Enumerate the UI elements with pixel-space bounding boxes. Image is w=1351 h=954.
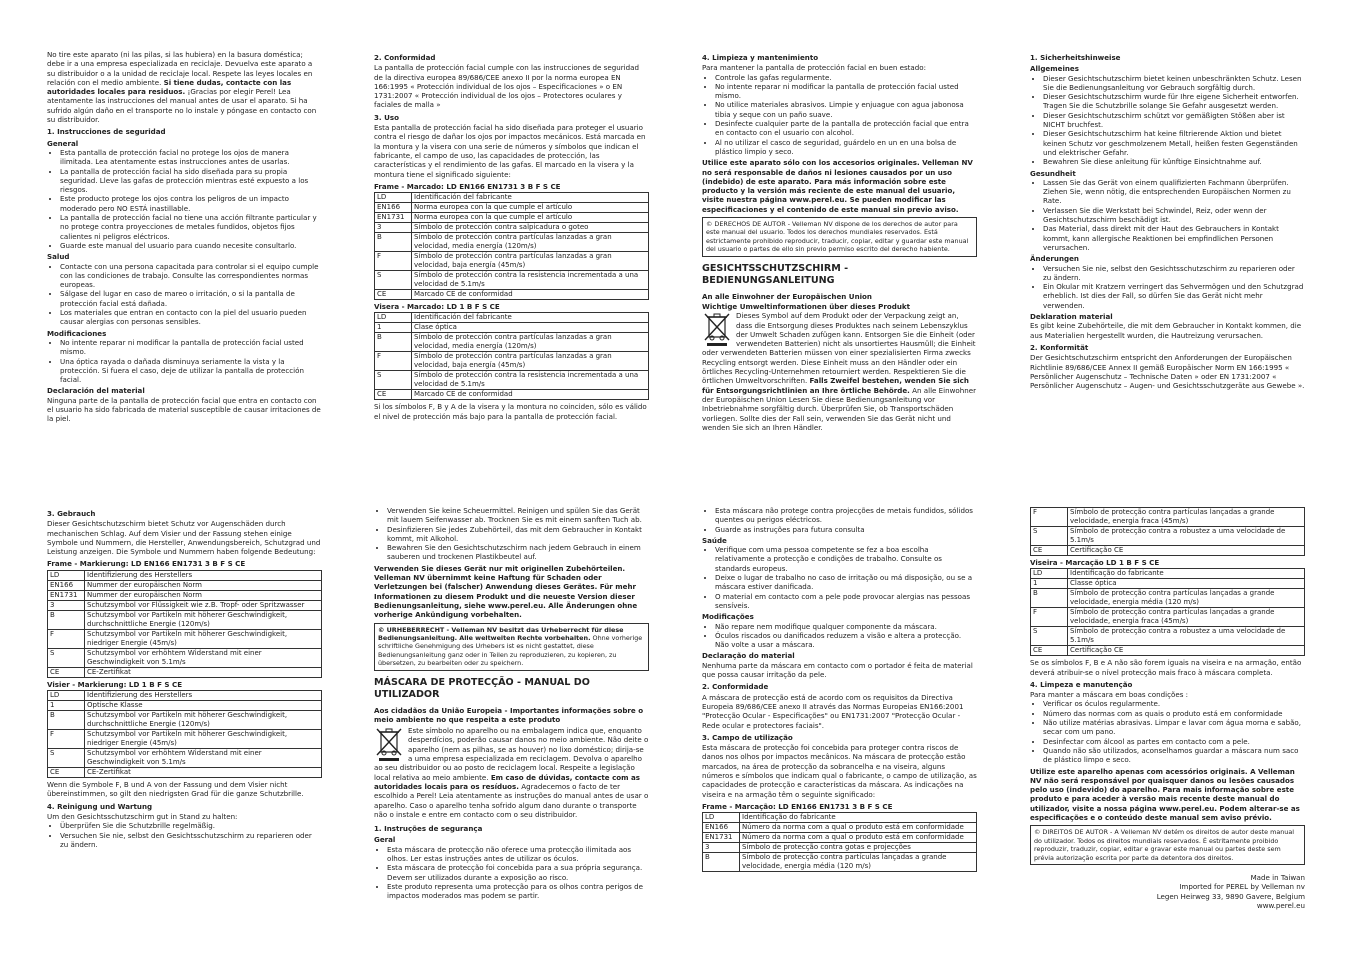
visor-marking: Viseira - Marcação LD 1 B F S CE	[1030, 558, 1160, 567]
paragraph: Ninguna parte de la pantalla de protección facial que entra en contacto con el usuario ha sido fabricada de material susceptible de causar irritaciones de la piel.	[47, 395, 321, 424]
disclaimer: Utilize este aparelho apenas com acessórios originais. A Velleman NV não será responsável por quaisquer danos ou lesões causados pelo uso (indevido) do aparelho. Para mais informação sobre este produto e para aceder à versão mais recente deste manual do utilizador, visite a nossa página www.perel.eu. Podem alterar-se as especificações e o conteúdo deste manual sem aviso prévio.	[1030, 766, 1300, 823]
subheading: General	[47, 138, 79, 148]
subheading: Änderungen	[1030, 254, 1079, 264]
paragraph: Um den Gesichtsschutzschirm gut in Stand zu halten:	[47, 811, 238, 821]
subheading: Declaración del material	[47, 386, 145, 396]
weee-block: Dieses Symbol auf dem Produkt oder der Verpackung zeigt an, dass die Entsorgung dieses Produktes nach seinem Lebenszyklus der Umwelt Schaden zufügen kann. Entsorgen Sie die Einheit (oder verwendeten Batterien) nicht als unsortiertes Hausmüll; die Einheit oder verwendeten Batterien müssen von einer spezialisierten Firma zwecks Recycling entsorgt werden. Diese Einheit muss an den Händler oder ein örtliches Recycling-Unternehmen retourniert werden. Respektieren Sie die örtlichen Umweltvorschriften. Falls Zweifel bestehen, wenden Sie sich für Entsorgungsrichtlinien an Ihre örtliche Behörde. An alle Einwohner der Europäischen Union Lesen Sie diese Bedienungsanleitung vor Inbetriebnahme sorgfältig durch. Überprüfen Sie, ob Transportschäden vorliegen. Sollte dies der Fall sein, verwenden Sie das Gerät nicht und wenden Sie sich an Ihren Händler.	[702, 311, 977, 432]
paragraph: Der Gesichtschutzschirm entspricht den Anforderungen der Europäischen Richtlinie 89/686/CEE Annex II gemäß Europäischer Norm EN 166:1995 « Persönlicher Augenschutz – Technische Daten » oder EN 1731:2007 « Persönlicher Augenschutz – Augen- und Gesichtsschutzgeräte aus Gewebe ».	[1030, 353, 1305, 391]
subheading: Salud	[47, 252, 70, 262]
disclaimer: Verwenden Sie dieses Gerät nur mit originellen Zubehörteilen. Velleman NV übernimmt keine Haftung für Schaden oder Verletzungen bei (falscher) Anwendung dieses Gerätes. Für mehr Informationen zu diesem Produkt und die neueste Version dieser Bedienungsanleitung, siehe www.perel.eu. Alle Änderungen ohne vorherige Ankündigung vorbehalten.	[374, 563, 638, 620]
marking-table: LD Identificação do fabricante EN166 Número da norma com a qual o produto está em conformidade EN1731 Número da norma com a qual o produto está em conformidade 3 Símbolo de protecção contra gotas e projecções B Símbolo de protecção contra partículas lançadas a grande velocidade, energia média (120 m/s)	[702, 812, 977, 872]
paragraph: Esta máscara de protecção foi concebida para proteger contra riscos de danos nos olhos por impactos mecânicos. Na máscara de protecção estão marcados, na área de protecção da sobrancelha e na viseira, alguns números e símbolos que indicam qual o fabricante, o campo de utilização, as capacidades de protecção e características da máscara. As indicações na viseira e na armação têm o seguinte significado:	[702, 743, 977, 799]
subheading: Allgemeines	[1030, 64, 1079, 74]
section-heading: 4. Limpeza e manutenção	[1030, 679, 1133, 689]
weee-block: Este símbolo no aparelho ou na embalagem indica que, enquanto desperdícios, poderão causar danos no meio ambiente. Não deite o aparelho (nem as pilhas, se as houver) no lixo doméstico; dirija-se a uma empresa especializada em reciclagem. Devolva o aparelho ao seu distribuidor ou ao posto de reciclagem local. Respeite a legislação local relativa ao meio ambiente. Em caso de dúvidas, contacte com as autoridades locais para os resíduos. Agradecemos o facto de ter escolhido a Perel! Leia atentamente as instruções do manual antes de usar o aparelho. Caso o aparelho tenha sofrido algum dano durante o transporte não o instale e entre em contacto com o seu distribuidor.	[374, 726, 649, 819]
column-de-pt-6	[374, 506, 649, 903]
subheading: An alle Einwohner der Europäischen Union	[702, 291, 872, 301]
bullet-list: • Contacte con una persona capacitada para controlar si el equipo cumple con las condiciones de trabajo. Consulte las correspondientes normas europeas. • Sálgase del lugar en caso de mareo o irritación, o si la pantalla de protección facial está dañada. • Los materiales que entran en contacto con la piel del usuario pueden causar alergias con personas sensibles.	[47, 262, 322, 327]
subheading: Gesundheit	[1030, 168, 1076, 178]
column-de-5	[47, 506, 322, 851]
bullet-list: • Esta pantalla de protección facial no protege los ojos de manera ilimitada. Lea atentamente estas instrucciones antes de usarlas. • La pantalla de protección facial ha sido diseñada para su propia seguridad. Lleve las gafas de protección mientras esté expuesto a los riesgos. • Este producto protege los ojos contra los peligros de un impacto moderado pero NO ESTÁ inastillable. • La pantalla de protección facial no tiene una acción filtrante particular y no protege contra proyecciones de metales fundidos, objetos fijos calientes ni peligros eléctricos. • Guarde este manual del usuario para cuando necesite consultarlo.	[47, 148, 322, 250]
bullet-list: • Verwenden Sie keine Scheuermittel. Reinigen und spülen Sie das Gerät mit lauem Seifenwasser ab. Trocknen Sie es mit einem sanften Tuch ab. • Desinfizieren Sie jedes Zubehörteil, das mit dem Gebraucher in Kontakt kommt, mit Alkohol. • Bewahren Sie den Gesichtschutzschirm nach jedem Gebrauch in einem sauberen und trockenen Plastikbeutel auf.	[374, 506, 649, 562]
paragraph: Nenhuma parte da máscara em contacto com o portador é feita de material que possa causar irritação da pele.	[702, 660, 973, 680]
imprint-footer: Made in Taiwan Imported for PEREL by Velleman nv Legen Heirweg 33, 9890 Gavere, Belgium www.perel.eu	[1030, 873, 1305, 910]
paragraph: Dieser Gesichtschutzschirm bietet Schutz vor Augenschäden durch mechanischen Schlag. Auf dem Visier und der Fassung stehen einige Symbole und Nummern, die Hersteller, Anwendungsbereich, Schutzgrad und Leistung anzeigen. Die Symbole und Nummern haben folgende Bedeutung:	[47, 519, 321, 557]
bullet-list: • No intente reparar ni modificar la pantalla de protección facial usted mismo. • Una óptica rayada o dañada disminuya seriamente la vista y la protección. Si fuera el caso, deje de utilizar la pantalla de protección facial.	[47, 338, 322, 384]
subheading: Aos cidadãos da União Europeia - Importantes informações sobre o meio ambiente no que respeita a este produto	[374, 705, 644, 724]
paragraph: Se os símbolos F, B e A não são forem iguais na viseira e na armação, então deverá atribuir-se o nível protecção mais fraco à máscara completa.	[1030, 658, 1302, 677]
section-heading: 3. Gebrauch	[47, 509, 96, 518]
marking-table: F Símbolo de protecção contra partículas lançadas a grande velocidade, energia fraca (45m/s) S Símbolo de protecção contra a robustez a uma velocidade de 5.1m/s CE Certificação CE	[1030, 507, 1305, 556]
paragraph: Si los símbolos F, B y A de la visera y la montura no coinciden, sólo es válido el nivel de protección más bajo para la pantalla de protección facial.	[374, 402, 647, 421]
subheading: Declaração do material	[702, 651, 795, 661]
bullet-list: • Verifique com uma pessoa competente se fez a boa escolha relativamente a protecção e condições de trabalho. Consulte os standards europeus. • Deixe o lugar de trabalho no caso de irritação ou má disposição, ou se a máscara estiver danificada. • O material em contacto com a pele pode provocar alergias nas pessoas sensíveis.	[702, 545, 977, 610]
marking-table: LD Identificação do fabricante 1 Classe óptica B Símbolo de protecção contra partículas lançadas a grande velocidade, energia média (120 m/s) F Símbolo de protecção contra partículas lançadas a grande velocidade, energia fraca (45m/s) S Símbolo de protecção contra a robustez a uma velocidade de 5.1m/s CE Certificação CE	[1030, 568, 1305, 656]
section-heading: 1. Sicherheitshinweise	[1030, 53, 1121, 62]
paragraph: Para mantener la pantalla de protección facial en buen estado:	[702, 63, 927, 73]
subheading: Saúde	[702, 535, 727, 545]
section-heading: 3. Uso	[374, 112, 399, 122]
section-heading: 3. Campo de utilização	[702, 732, 793, 742]
section-heading: 4. Limpieza y mantenimiento	[702, 53, 819, 62]
copyright-box: © URHEBERRECHT - Velleman NV besitzt das Urheberrecht für diese Bedienungsanleitung. Alle weltweiten Rechte vorbehalten. Ohne vorherige schriftliche Genehmigung des Urhebers ist es nicht gestattet, diese Bedienungsanleitung ganz oder in Teilen zu reproduzieren, zu kopieren, zu übersetzen, zu bearbeiten oder zu speichern.	[374, 623, 649, 671]
paragraph: La pantalla de protección facial cumple con las instrucciones de seguridad de la directiva europea 89/686/CEE anexo II por la norma europea EN 166:1995 « Protección individual de los ojos – Especificaciones » o EN 1731:2007 « Protección individual de los ojos – Protectores oculares y faciales de malla »	[374, 63, 639, 110]
bullet-list: • Esta máscara não protege contra projecções de metais fundidos, sólidos quentes ou perigos eléctricos. • Guarde as instruções para futura consulta	[702, 506, 977, 534]
frame-marking: Frame - Markierung: LD EN166 EN1731 3 B F S CE	[47, 559, 246, 569]
column-pt-8	[1030, 506, 1305, 910]
paragraph: A máscara de protecção está de acordo com os requisitos da Directiva Europeia 89/686/CEE anexo II através das Normas Europeias EN166:2001 "Protecção Ocular - Especificações" ou EN1731:2007 "Protecção Ocular - Rede ocular e protectores faciais".	[702, 692, 964, 730]
website-link[interactable]: www.perel.eu	[1256, 900, 1305, 910]
copyright-box: © DIREITOS DE AUTOR - A Velleman NV detém os direitos de autor deste manual do utilizador. Todos os direitos mundiais reservados. É estritamente proibido reproduzir, traduzir, copiar, editar e gravar este manual ou partes deste sem prévia autorização escrita por parte da detentora dos direitos.	[1030, 825, 1305, 865]
section-heading: 2. Konformität	[1030, 342, 1089, 352]
bullet-list: • Versuchen Sie nie, selbst den Gesichtsschutzschirm zu reparieren oder zu ändern. • Ein Okular mit Kratzern verringert das Sehvermögen und den Schutzgrad erheblich. Ist dies der Fall, so dürfen Sie das Gerät nicht mehr verwenden.	[1030, 264, 1305, 310]
bullet-list: • Dieser Gesichtschutzschirm bietet keinen unbeschränkten Schutz. Lesen Sie die Bedienungsanleitung vor Gebrauch sorgfältig durch. • Dieser Gesichtschutzschirm wurde für Ihre eigene Sicherheit entworfen. Tragen Sie die Schutzbrille solange Sie Gefahr ausgesetzt werden. • Dieser Gesichtschutzschirm schützt vor gemäßigten Stößen aber ist NICHT bruchfest. • Dieser Gesichtschutzschirm hat keine filtrierende Aktion und bietet keinen Schutz vor geschmolzenem Metall, heißen festen Gegenständen und elektrischer Gefahr. • Bewahren Sie diese anleitung für künftige Einsichtnahme auf.	[1030, 74, 1305, 167]
visor-marking: Visier - Markierung: LD 1 B F S CE	[47, 679, 183, 689]
subheading: Wichtige Umweltinformationen über dieses Produkt	[702, 301, 910, 311]
frame-marking: Frame - Marcação: LD EN166 EN1731 3 B F S CE	[702, 801, 893, 811]
bullet-list: • Überprüfen Sie die Schutzbrille regelmäßig. • Versuchen Sie nie, selbst den Gesichtsschutzschirm zu reparieren oder zu ändern.	[47, 821, 322, 849]
paragraph: Wenn die Symbole F, B und A von der Fassung und dem Visier nicht übereinstimmen, so gilt den niedrigsten Grad für die ganze Schutzbrille.	[47, 780, 304, 799]
bullet-list: • Esta máscara de protecção não oferece uma protecção ilimitada aos olhos. Ler estas instruções antes de utilizar os óculos. • Esta máscara de protecção foi concebida para a sua própria segurança. Devem ser utilizados durante a exposição ao risco. • Este produto representa uma protecção para os olhos contra perigos de impactos moderados mas podem se partir.	[374, 845, 649, 901]
frame-marking: Frame - Marcado: LD EN166 EN1731 3 B F S CE	[374, 181, 561, 191]
column-es-de-3	[702, 50, 977, 432]
marking-table: LD Identifizierung des Herstellers EN166 Nummer der europäischen Norm EN1731 Nummer der europäischen Norm 3 Schutzsymbol vor Flüssigkeit wie z.B. Tropf- oder Spritzwasser B Schutzsymbol vor Partikeln mit höherer Geschwindigkeit, durchschnittliche Energie (120m/s) F Schutzsymbol vor Partikeln mit höherer Geschwindigkeit, niedriger Energie (45m/s) S Schutzsymbol vor erhöhtem Widerstand mit einer Geschwindigkeit von 5.1m/s CE CE-Zertifikat	[47, 570, 322, 678]
copyright-box: © DERECHOS DE AUTOR - Velleman NV dispone de los derechos de autor para este manual del usuario. Todos los derechos mundiales reservados. Está estrictamente prohibido reproducir, traducir, copiar, editar y guardar este manual del usuario o partes de ello sin previo permiso escrito del derecho habiente.	[702, 217, 977, 257]
bullet-list: • Controle las gafas regularmente. • No intente reparar ni modificar la pantalla de protección facial usted mismo. • No utilice materiales abrasivos. Limpie y enjuague con agua jabonosa tibia y seque con un paño suave. • Desinfecte cualquier parte de la pantalla de protección facial que entra en contacto con el usuario con alcohol. • Al no utilizar el casco de seguridad, guárdelo en un en una bolsa de plástico limpio y seco.	[702, 73, 977, 157]
bullet-list: • Verificar os óculos regularmente. • Número das normas com as quais o produto está em conformidade • Não utilize matérias abrasivas. Limpar e lavar com água morna e sabão, secar com um pano. • Desinfectar com álcool as partes em contacto com a pele. • Quando não são utilizados, aconselhamos guardar a máscara num saco de plástico limpo e seco.	[1030, 699, 1305, 764]
section-heading: 1. Instrucciones de seguridad	[47, 127, 166, 137]
subheading: Deklaration material	[1030, 312, 1113, 322]
section-heading: 1. Instruções de segurança	[374, 824, 483, 834]
disclaimer: Utilice este aparato sólo con los accesorios originales. Velleman NV no será responsable de daños ni lesiones causados por un uso (indebido) de este aparato. Para más información sobre este producto y la versión más reciente de este manual del usuario, visite nuestra página www.perel.eu. Se pueden modificar las especificaciones y el contenido de este manual sin previo aviso.	[702, 158, 973, 214]
marking-table: LD Identificación del fabricante 1 Clase óptica B Símbolo de protección contra partículas lanzadas a gran velocidad, media energía (120m/s) F Símbolo de protección contra partículas lanzadas a gran velocidad, baja energía (45m/s) S Símbolo de protección contra la resistencia incrementada a una velocidad de 5.1m/s CE Marcado CE de conformidad	[374, 312, 649, 400]
marking-table: LD Identifizierung des Herstellers 1 Optische Klasse B Schutzsymbol vor Partikeln mit höherer Geschwindigkeit, durchschnittliche Energie (120m/s) F Schutzsymbol vor Partikeln mit höherer Geschwindigkeit, niedriger Energie (45m/s) S Schutzsymbol vor erhöhtem Widerstand mit einer Geschwindigkeit von 5.1m/s CE CE-Zertifikat	[47, 690, 322, 778]
manual-title: MÁSCARA DE PROTECÇÃO - MANUAL DO UTILIZADOR	[374, 676, 590, 700]
paragraph: Es gibt keine Zubehörteile, die mit dem Gebraucher in Kontakt kommen, die aus Materialien hergestellt wurden, die Hautreizung verursachen.	[1030, 321, 1302, 340]
section-heading: 4. Reinigung und Wartung	[47, 801, 153, 811]
bullet-list: • Lassen Sie das Gerät von einem qualifizierten Fachmann überprüfen. Ziehen Sie, wenn nötig, die entsprechenden Europäischen Normen zu Rate. • Verlassen Sie die Werkstatt bei Schwindel, Reiz, oder wenn der Gesichtschutzschirm beschädigt ist. • Das Material, dass direkt mit der Haut des Gebrauchers in Kontakt kommt, kann allergische Reaktionen bei empfindlichen Personen verursachen.	[1030, 178, 1305, 252]
crossed-bin-icon	[374, 726, 404, 762]
column-de-4	[1030, 50, 1305, 393]
visor-marking: Visera - Marcado: LD 1 B F S CE	[374, 302, 500, 312]
subheading: Geral	[374, 835, 396, 845]
crossed-bin-icon	[702, 311, 732, 347]
section-heading: 2. Conformidade	[702, 682, 769, 692]
marking-table: LD Identificación del fabricante EN166 Norma europea con la que cumple el artículo EN1731 Norma europea con la que cumple el artículo 3 Símbolo de protección contra salpicadura o goteo B Símbolo de protección contra partículas lanzadas a gran velocidad, media energía (120m/s) F Símbolo de protección contra partículas lanzadas a gran velocidad, baja energía (45m/s) S Símbolo de protección contra la resistencia incrementada a una velocidad de 5.1m/s CE Marcado CE de conformidad	[374, 192, 649, 300]
column-pt-7	[702, 506, 977, 874]
subheading: Modificações	[702, 612, 754, 622]
manual-title: GESICHTSSCHUTZSCHIRM - BEDIENUNGSANLEITUNG	[702, 262, 849, 286]
bullet-list: • Não repare nem modifique qualquer componente da máscara. • Óculos riscados ou danificados reduzem a visão e altera a protecção. Não volte a usar a máscara.	[702, 622, 977, 650]
column-es-2	[374, 50, 649, 424]
weee-paragraph: No tire este aparato (ni las pilas, si las hubiera) en la basura doméstica; debe ir a una empresa especializada en reciclaje. Devuelva este aparato a su distribuidor o a la unidad de reciclaje local. Respete las leyes locales en relación con el medio ambiente. Si tiene dudas, contacte con las autoridades locales para residuos. ¡Gracias por elegir Perel! Lea atentamente las instrucciones del manual antes de usar el aparato. Si ha sufrido algún daño en el transporte no lo instale y póngase en contacto con su distribuidor.	[47, 50, 317, 125]
subheading: Modificaciones	[47, 328, 107, 338]
paragraph: Para manter a máscara em boas condições :	[1030, 690, 1189, 700]
column-es-1	[47, 50, 322, 427]
paragraph: Esta pantalla de protección facial ha sido diseñada para proteger el usuario contra el riesgo de dañar los ojos por impactos mecánicos. Está marcada en la montura y la visera con una serie de números y símbolos que indican el fabricante, el campo de uso, las capacidades de protección, las características y el rendimiento de las gafas. El marcado en la visera y la montura tiene el significado siguiente:	[374, 123, 646, 179]
section-heading: 2. Conformidad	[374, 53, 436, 62]
